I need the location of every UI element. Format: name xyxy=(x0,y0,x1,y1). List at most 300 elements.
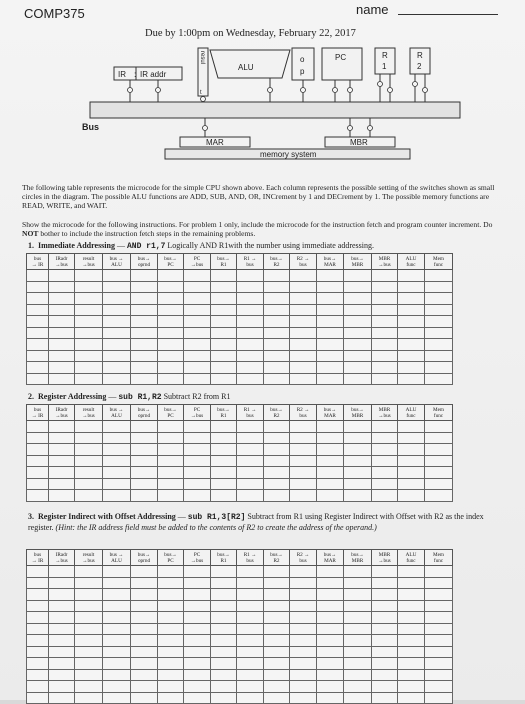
table-cell[interactable] xyxy=(211,692,237,704)
table-cell[interactable] xyxy=(27,681,49,693)
table-cell[interactable] xyxy=(264,600,290,612)
table-cell[interactable] xyxy=(372,600,398,612)
table-cell[interactable] xyxy=(237,444,264,456)
table-cell[interactable] xyxy=(131,304,158,316)
table-cell[interactable] xyxy=(237,692,264,704)
table-cell[interactable] xyxy=(27,316,49,328)
table-cell[interactable] xyxy=(290,589,317,601)
table-cell[interactable] xyxy=(75,478,103,490)
table-cell[interactable] xyxy=(398,490,425,502)
table-cell[interactable] xyxy=(75,281,103,293)
table-cell[interactable] xyxy=(75,316,103,328)
table-cell[interactable] xyxy=(158,490,184,502)
table-cell[interactable] xyxy=(372,327,398,339)
table-cell[interactable] xyxy=(344,293,372,305)
table-cell[interactable] xyxy=(75,304,103,316)
table-cell[interactable] xyxy=(290,327,317,339)
table-cell[interactable] xyxy=(344,490,372,502)
table-cell[interactable] xyxy=(398,577,425,589)
table-cell[interactable] xyxy=(264,577,290,589)
table-cell[interactable] xyxy=(290,293,317,305)
table-cell[interactable] xyxy=(103,455,131,467)
table-cell[interactable] xyxy=(49,669,75,681)
table-cell[interactable] xyxy=(344,600,372,612)
table-cell[interactable] xyxy=(317,281,344,293)
table-cell[interactable] xyxy=(344,270,372,282)
table-cell[interactable] xyxy=(211,646,237,658)
table-cell[interactable] xyxy=(398,612,425,624)
table-cell[interactable] xyxy=(211,635,237,647)
table-cell[interactable] xyxy=(290,612,317,624)
table-cell[interactable] xyxy=(211,293,237,305)
table-cell[interactable] xyxy=(184,373,211,385)
table-cell[interactable] xyxy=(49,635,75,647)
table-cell[interactable] xyxy=(344,362,372,374)
table-cell[interactable] xyxy=(264,432,290,444)
table-cell[interactable] xyxy=(372,432,398,444)
table-cell[interactable] xyxy=(372,490,398,502)
table-cell[interactable] xyxy=(344,339,372,351)
table-cell[interactable] xyxy=(131,577,158,589)
table-cell[interactable] xyxy=(317,566,344,578)
table-cell[interactable] xyxy=(425,293,453,305)
table-cell[interactable] xyxy=(184,566,211,578)
table-cell[interactable] xyxy=(237,646,264,658)
table-cell[interactable] xyxy=(264,444,290,456)
table-cell[interactable] xyxy=(131,669,158,681)
table-cell[interactable] xyxy=(290,270,317,282)
table-cell[interactable] xyxy=(158,669,184,681)
table-cell[interactable] xyxy=(49,589,75,601)
table-cell[interactable] xyxy=(344,478,372,490)
table-cell[interactable] xyxy=(237,270,264,282)
table-cell[interactable] xyxy=(344,612,372,624)
table-cell[interactable] xyxy=(27,612,49,624)
table-cell[interactable] xyxy=(425,444,453,456)
table-cell[interactable] xyxy=(184,270,211,282)
table-cell[interactable] xyxy=(344,467,372,479)
table-cell[interactable] xyxy=(49,293,75,305)
table-cell[interactable] xyxy=(425,362,453,374)
table-cell[interactable] xyxy=(211,589,237,601)
table-cell[interactable] xyxy=(184,293,211,305)
table-cell[interactable] xyxy=(425,467,453,479)
table-cell[interactable] xyxy=(184,600,211,612)
table-cell[interactable] xyxy=(264,669,290,681)
table-cell[interactable] xyxy=(398,669,425,681)
table-cell[interactable] xyxy=(317,339,344,351)
table-cell[interactable] xyxy=(49,692,75,704)
table-cell[interactable] xyxy=(75,444,103,456)
table-cell[interactable] xyxy=(131,350,158,362)
table-cell[interactable] xyxy=(211,658,237,670)
table-cell[interactable] xyxy=(184,316,211,328)
table-cell[interactable] xyxy=(103,444,131,456)
table-cell[interactable] xyxy=(75,455,103,467)
table-cell[interactable] xyxy=(372,362,398,374)
table-cell[interactable] xyxy=(264,658,290,670)
table-cell[interactable] xyxy=(264,566,290,578)
table-cell[interactable] xyxy=(184,589,211,601)
table-cell[interactable] xyxy=(317,373,344,385)
table-cell[interactable] xyxy=(131,421,158,433)
table-cell[interactable] xyxy=(290,362,317,374)
table-cell[interactable] xyxy=(158,455,184,467)
table-cell[interactable] xyxy=(398,281,425,293)
table-cell[interactable] xyxy=(49,490,75,502)
table-cell[interactable] xyxy=(372,692,398,704)
table-cell[interactable] xyxy=(103,467,131,479)
table-cell[interactable] xyxy=(27,669,49,681)
table-cell[interactable] xyxy=(398,444,425,456)
table-cell[interactable] xyxy=(317,478,344,490)
table-cell[interactable] xyxy=(398,566,425,578)
table-cell[interactable] xyxy=(425,316,453,328)
table-cell[interactable] xyxy=(372,444,398,456)
table-cell[interactable] xyxy=(158,304,184,316)
table-cell[interactable] xyxy=(237,478,264,490)
table-cell[interactable] xyxy=(27,490,49,502)
table-cell[interactable] xyxy=(317,444,344,456)
table-cell[interactable] xyxy=(372,646,398,658)
table-cell[interactable] xyxy=(158,646,184,658)
table-cell[interactable] xyxy=(425,490,453,502)
table-cell[interactable] xyxy=(184,455,211,467)
table-cell[interactable] xyxy=(372,623,398,635)
table-cell[interactable] xyxy=(211,681,237,693)
table-cell[interactable] xyxy=(103,692,131,704)
table-cell[interactable] xyxy=(398,646,425,658)
table-cell[interactable] xyxy=(103,478,131,490)
table-cell[interactable] xyxy=(344,316,372,328)
table-cell[interactable] xyxy=(211,478,237,490)
table-cell[interactable] xyxy=(398,681,425,693)
table-cell[interactable] xyxy=(290,304,317,316)
table-cell[interactable] xyxy=(49,327,75,339)
table-cell[interactable] xyxy=(344,566,372,578)
table-cell[interactable] xyxy=(131,646,158,658)
table-cell[interactable] xyxy=(372,293,398,305)
table-cell[interactable] xyxy=(131,455,158,467)
table-cell[interactable] xyxy=(27,304,49,316)
table-cell[interactable] xyxy=(290,432,317,444)
table-cell[interactable] xyxy=(237,467,264,479)
table-cell[interactable] xyxy=(372,316,398,328)
table-cell[interactable] xyxy=(398,600,425,612)
table-cell[interactable] xyxy=(103,646,131,658)
table-cell[interactable] xyxy=(27,350,49,362)
table-cell[interactable] xyxy=(264,350,290,362)
table-cell[interactable] xyxy=(49,421,75,433)
table-cell[interactable] xyxy=(425,623,453,635)
table-cell[interactable] xyxy=(398,658,425,670)
table-cell[interactable] xyxy=(290,350,317,362)
table-cell[interactable] xyxy=(27,566,49,578)
table-cell[interactable] xyxy=(237,455,264,467)
table-cell[interactable] xyxy=(211,350,237,362)
table-cell[interactable] xyxy=(75,566,103,578)
table-cell[interactable] xyxy=(237,490,264,502)
table-cell[interactable] xyxy=(425,692,453,704)
table-cell[interactable] xyxy=(103,635,131,647)
table-cell[interactable] xyxy=(372,270,398,282)
table-cell[interactable] xyxy=(344,681,372,693)
table-cell[interactable] xyxy=(398,635,425,647)
table-cell[interactable] xyxy=(75,421,103,433)
table-cell[interactable] xyxy=(344,577,372,589)
table-cell[interactable] xyxy=(184,669,211,681)
table-cell[interactable] xyxy=(184,577,211,589)
table-cell[interactable] xyxy=(398,421,425,433)
table-cell[interactable] xyxy=(49,566,75,578)
table-cell[interactable] xyxy=(290,658,317,670)
table-cell[interactable] xyxy=(158,421,184,433)
table-cell[interactable] xyxy=(290,478,317,490)
table-cell[interactable] xyxy=(372,589,398,601)
table-cell[interactable] xyxy=(103,589,131,601)
table-cell[interactable] xyxy=(27,281,49,293)
table-cell[interactable] xyxy=(131,432,158,444)
table-cell[interactable] xyxy=(372,577,398,589)
table-cell[interactable] xyxy=(398,589,425,601)
table-cell[interactable] xyxy=(184,478,211,490)
table-cell[interactable] xyxy=(103,362,131,374)
table-cell[interactable] xyxy=(372,681,398,693)
table-cell[interactable] xyxy=(372,612,398,624)
table-cell[interactable] xyxy=(425,304,453,316)
table-cell[interactable] xyxy=(237,623,264,635)
table-cell[interactable] xyxy=(372,455,398,467)
table-cell[interactable] xyxy=(317,350,344,362)
table-cell[interactable] xyxy=(184,658,211,670)
table-cell[interactable] xyxy=(158,635,184,647)
table-cell[interactable] xyxy=(237,362,264,374)
table-cell[interactable] xyxy=(264,327,290,339)
table-cell[interactable] xyxy=(372,478,398,490)
table-cell[interactable] xyxy=(237,635,264,647)
table-cell[interactable] xyxy=(317,692,344,704)
table-cell[interactable] xyxy=(237,589,264,601)
table-cell[interactable] xyxy=(237,577,264,589)
table-cell[interactable] xyxy=(103,304,131,316)
table-cell[interactable] xyxy=(211,669,237,681)
table-cell[interactable] xyxy=(103,421,131,433)
table-cell[interactable] xyxy=(425,455,453,467)
table-cell[interactable] xyxy=(49,612,75,624)
table-cell[interactable] xyxy=(344,304,372,316)
table-cell[interactable] xyxy=(184,635,211,647)
table-cell[interactable] xyxy=(317,646,344,658)
table-cell[interactable] xyxy=(158,350,184,362)
table-cell[interactable] xyxy=(237,600,264,612)
table-cell[interactable] xyxy=(344,432,372,444)
table-cell[interactable] xyxy=(131,373,158,385)
table-cell[interactable] xyxy=(237,373,264,385)
table-cell[interactable] xyxy=(425,577,453,589)
table-cell[interactable] xyxy=(290,281,317,293)
table-cell[interactable] xyxy=(131,623,158,635)
table-cell[interactable] xyxy=(211,467,237,479)
table-cell[interactable] xyxy=(290,635,317,647)
table-cell[interactable] xyxy=(158,327,184,339)
table-cell[interactable] xyxy=(290,373,317,385)
table-cell[interactable] xyxy=(344,646,372,658)
table-cell[interactable] xyxy=(158,623,184,635)
table-cell[interactable] xyxy=(425,327,453,339)
table-cell[interactable] xyxy=(237,658,264,670)
table-cell[interactable] xyxy=(75,669,103,681)
table-cell[interactable] xyxy=(425,373,453,385)
table-cell[interactable] xyxy=(317,316,344,328)
table-cell[interactable] xyxy=(184,281,211,293)
table-cell[interactable] xyxy=(264,490,290,502)
table-cell[interactable] xyxy=(372,373,398,385)
table-cell[interactable] xyxy=(158,658,184,670)
table-cell[interactable] xyxy=(398,339,425,351)
table-cell[interactable] xyxy=(27,362,49,374)
table-cell[interactable] xyxy=(372,281,398,293)
table-cell[interactable] xyxy=(398,467,425,479)
table-cell[interactable] xyxy=(131,444,158,456)
table-cell[interactable] xyxy=(75,362,103,374)
table-cell[interactable] xyxy=(75,577,103,589)
table-cell[interactable] xyxy=(290,646,317,658)
table-cell[interactable] xyxy=(131,612,158,624)
table-cell[interactable] xyxy=(237,316,264,328)
table-cell[interactable] xyxy=(49,270,75,282)
table-cell[interactable] xyxy=(211,281,237,293)
table-cell[interactable] xyxy=(27,623,49,635)
table-cell[interactable] xyxy=(264,304,290,316)
table-cell[interactable] xyxy=(103,432,131,444)
table-cell[interactable] xyxy=(317,432,344,444)
table-cell[interactable] xyxy=(317,635,344,647)
table-cell[interactable] xyxy=(425,612,453,624)
table-cell[interactable] xyxy=(184,304,211,316)
table-cell[interactable] xyxy=(131,293,158,305)
table-cell[interactable] xyxy=(75,600,103,612)
table-cell[interactable] xyxy=(264,362,290,374)
table-cell[interactable] xyxy=(372,669,398,681)
table-cell[interactable] xyxy=(103,373,131,385)
table-cell[interactable] xyxy=(103,566,131,578)
table-cell[interactable] xyxy=(290,444,317,456)
table-cell[interactable] xyxy=(237,339,264,351)
table-cell[interactable] xyxy=(103,658,131,670)
table-cell[interactable] xyxy=(49,455,75,467)
table-cell[interactable] xyxy=(425,566,453,578)
table-cell[interactable] xyxy=(398,316,425,328)
table-cell[interactable] xyxy=(49,444,75,456)
table-cell[interactable] xyxy=(27,600,49,612)
table-cell[interactable] xyxy=(398,362,425,374)
table-cell[interactable] xyxy=(290,490,317,502)
table-cell[interactable] xyxy=(317,467,344,479)
table-cell[interactable] xyxy=(372,658,398,670)
table-cell[interactable] xyxy=(264,681,290,693)
table-cell[interactable] xyxy=(398,293,425,305)
table-cell[interactable] xyxy=(131,316,158,328)
table-cell[interactable] xyxy=(131,327,158,339)
table-cell[interactable] xyxy=(398,304,425,316)
table-cell[interactable] xyxy=(158,467,184,479)
table-cell[interactable] xyxy=(264,589,290,601)
table-cell[interactable] xyxy=(27,270,49,282)
table-cell[interactable] xyxy=(264,612,290,624)
table-cell[interactable] xyxy=(103,681,131,693)
table-cell[interactable] xyxy=(27,455,49,467)
table-cell[interactable] xyxy=(75,646,103,658)
table-cell[interactable] xyxy=(264,635,290,647)
table-cell[interactable] xyxy=(264,281,290,293)
table-cell[interactable] xyxy=(158,339,184,351)
table-cell[interactable] xyxy=(211,304,237,316)
table-cell[interactable] xyxy=(49,373,75,385)
table-cell[interactable] xyxy=(158,577,184,589)
table-cell[interactable] xyxy=(264,467,290,479)
table-cell[interactable] xyxy=(103,270,131,282)
table-cell[interactable] xyxy=(372,635,398,647)
table-cell[interactable] xyxy=(27,589,49,601)
table-cell[interactable] xyxy=(75,658,103,670)
table-cell[interactable] xyxy=(398,373,425,385)
table-cell[interactable] xyxy=(264,421,290,433)
table-cell[interactable] xyxy=(425,478,453,490)
table-cell[interactable] xyxy=(317,455,344,467)
table-cell[interactable] xyxy=(158,478,184,490)
table-cell[interactable] xyxy=(75,467,103,479)
table-cell[interactable] xyxy=(75,350,103,362)
table-cell[interactable] xyxy=(317,681,344,693)
table-cell[interactable] xyxy=(184,646,211,658)
table-cell[interactable] xyxy=(290,455,317,467)
table-cell[interactable] xyxy=(49,304,75,316)
table-cell[interactable] xyxy=(425,669,453,681)
table-cell[interactable] xyxy=(75,293,103,305)
table-cell[interactable] xyxy=(398,455,425,467)
table-cell[interactable] xyxy=(131,600,158,612)
table-cell[interactable] xyxy=(264,270,290,282)
table-cell[interactable] xyxy=(290,600,317,612)
table-cell[interactable] xyxy=(49,478,75,490)
table-cell[interactable] xyxy=(75,270,103,282)
table-cell[interactable] xyxy=(344,373,372,385)
table-cell[interactable] xyxy=(27,293,49,305)
table-cell[interactable] xyxy=(103,623,131,635)
table-cell[interactable] xyxy=(317,304,344,316)
table-cell[interactable] xyxy=(264,316,290,328)
table-cell[interactable] xyxy=(211,444,237,456)
table-cell[interactable] xyxy=(290,339,317,351)
table-cell[interactable] xyxy=(398,692,425,704)
table-cell[interactable] xyxy=(237,293,264,305)
table-cell[interactable] xyxy=(27,635,49,647)
table-cell[interactable] xyxy=(49,623,75,635)
table-cell[interactable] xyxy=(237,612,264,624)
table-cell[interactable] xyxy=(317,600,344,612)
table-cell[interactable] xyxy=(290,669,317,681)
table-cell[interactable] xyxy=(103,577,131,589)
table-cell[interactable] xyxy=(49,432,75,444)
table-cell[interactable] xyxy=(131,467,158,479)
table-cell[interactable] xyxy=(184,444,211,456)
table-cell[interactable] xyxy=(131,281,158,293)
table-cell[interactable] xyxy=(372,467,398,479)
table-cell[interactable] xyxy=(372,350,398,362)
table-cell[interactable] xyxy=(237,304,264,316)
table-cell[interactable] xyxy=(184,339,211,351)
table-cell[interactable] xyxy=(211,566,237,578)
